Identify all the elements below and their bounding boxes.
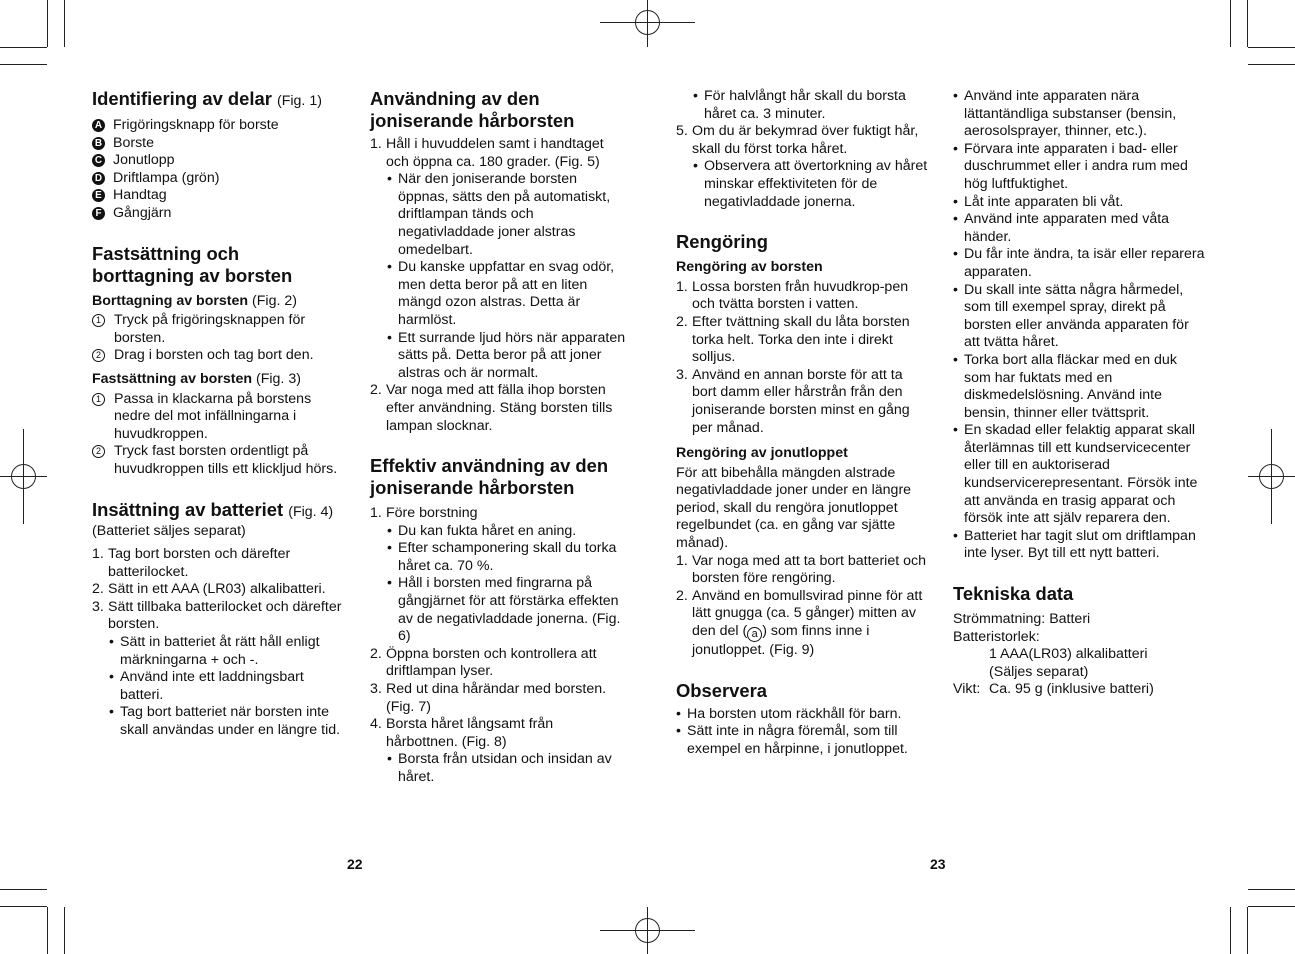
ident-heading: Identifiering av delar (Fig. 1) bbox=[92, 88, 322, 109]
use-heading: Användning av den joniserande hårborsten bbox=[370, 88, 575, 131]
remove-subheading: Borttagning av borsten (Fig. 2) bbox=[92, 292, 297, 309]
cleaning-heading: Rengöring bbox=[676, 231, 768, 253]
list-item: 2 Tryck fast borsten ordentligt på huvudkroppen tills ett klickljud hörs. bbox=[92, 443, 346, 478]
battery-heading: Insättning av batteriet (Fig. 4) bbox=[92, 498, 334, 520]
effective-heading: Effektiv användning av den joniserande hårborsten bbox=[370, 455, 609, 499]
list-item: 3. Sätt tillbaka batterilocket och därefter borsten. bbox=[92, 598, 342, 633]
parts-list bbox=[92, 117, 346, 223]
tech-heading: Tekniska data bbox=[953, 583, 1074, 605]
observe-heading: Observera bbox=[676, 679, 767, 701]
list-item: • Ett surrande ljud hörs när apparaten sätts på. Detta beror på att joner alstras och är normalt. bbox=[387, 329, 626, 381]
continued-steps bbox=[676, 88, 930, 211]
page-number-left: 22 bbox=[347, 856, 363, 872]
list-item: 2. Efter tvättning skall du låta borsten torka helt. Torka den inte i direkt solljus. bbox=[676, 313, 910, 366]
list-item: 1. Lossa borsten från huvudkrop-pen och tvätta borsten i vatten. bbox=[676, 278, 909, 313]
list-item: 5. Om du är bekymrad över fuktigt hår, skall du först torka håret. bbox=[676, 123, 919, 157]
part-item: D Driftlampa (grön) bbox=[92, 170, 346, 188]
list-item: 2. Sätt in ett AAA (LR03) alkalibatteri. bbox=[92, 581, 326, 598]
page-number-right: 23 bbox=[930, 856, 946, 872]
list-item: • Ha borsten utom räckhåll för barn. bbox=[676, 705, 902, 722]
clean-brush-subheading: Rengöring av borsten bbox=[676, 259, 823, 276]
list-item: • Borsta från utsidan och insidan av håret. bbox=[387, 751, 612, 785]
observe-list bbox=[676, 706, 930, 759]
column-3 bbox=[676, 88, 930, 758]
list-item: • Sätt inte in några föremål, som till exempel en hårpinne, i jonutloppet. bbox=[676, 723, 908, 757]
list-item: • Torka bort alla fläckar med en duk som har fuktats med en diskmedelslösning. Använd inte bensin, thinner eller tvättsprit. bbox=[953, 351, 1177, 421]
list-item: • Håll i borsten med fingrarna på gångjärnet för att förstärka effekten av de negativladdade jonerna. (Fig. 6) bbox=[387, 575, 621, 645]
list-item: 1. Håll i huvuddelen samt i handtaget och öppna ca. 180 grader. (Fig. 5) bbox=[370, 136, 604, 170]
battery-size-value: 1 AAA(LR03) alkalibatteri bbox=[989, 646, 1148, 663]
part-item: C Jonutlopp bbox=[92, 152, 346, 170]
list-item: • Du får inte ändra, ta isär eller reparera apparaten. bbox=[953, 246, 1205, 280]
battery-steps bbox=[92, 546, 346, 740]
clean-brush-steps bbox=[676, 279, 930, 437]
list-item: 1 Tryck på frigöringsknappen för borsten. bbox=[92, 312, 346, 347]
list-item: • Använd inte apparaten med våta händer. bbox=[953, 211, 1170, 245]
list-item: 4. Borsta håret långsamt från hårbottnen. (Fig. 8) bbox=[370, 716, 554, 750]
list-item: • Sätt in batteriet åt rätt håll enligt märkningarna + och -. bbox=[109, 634, 320, 668]
remove-steps bbox=[92, 312, 346, 365]
attach-steps bbox=[92, 391, 346, 479]
list-item: • Låt inte apparaten bli våt. bbox=[953, 193, 1124, 210]
list-item: 1 Passa in klackarna på borstens nedre del mot infällningarna i huvudkroppen. bbox=[92, 391, 346, 444]
list-item: • För halvlångt hår skall du borsta håret ca. 3 minuter. bbox=[693, 88, 906, 122]
clean-outlet-steps bbox=[676, 553, 930, 660]
clean-outlet-subheading: Rengöring av jonutloppet bbox=[676, 445, 848, 462]
part-item: E Handtag bbox=[92, 187, 346, 205]
part-item: B Borste bbox=[92, 135, 346, 153]
part-item: F Gångjärn bbox=[92, 205, 346, 223]
list-item: • Använd inte ett laddningsbart batteri. bbox=[109, 669, 304, 703]
list-item: • Du kan fukta håret en aning. bbox=[387, 522, 577, 539]
fast-heading: Fastsättning och borttagning av borsten bbox=[92, 242, 293, 286]
column-4 bbox=[953, 88, 1207, 699]
battery-note: (Batteriet säljes separat) bbox=[92, 522, 246, 539]
list-item: • Batteriet har tagit slut om driftlampan inte lyser. Byt till ett nytt batteri. bbox=[953, 527, 1196, 562]
list-item: • Du kanske uppfattar en svag odör, men detta beror på att en liten mängd ozon alstras. Detta är harmlöst. bbox=[387, 259, 615, 328]
attach-subheading: Fastsättning av borsten (Fig. 3) bbox=[92, 370, 301, 387]
battery-size-note: (Säljes separat) bbox=[989, 663, 1089, 680]
list-item: 2. Var noga med att fälla ihop borsten efter användning. Stäng borsten tills lampan slocknar. bbox=[370, 382, 613, 434]
list-item: • Tag bort batteriet när borsten inte skall användas under en längre tid. bbox=[109, 704, 341, 739]
power-spec: Strömmatning: Batteri bbox=[953, 611, 1091, 628]
weight-spec: Vikt: Ca. 95 g (inklusive batteri) bbox=[953, 681, 1154, 698]
list-item: • Förvara inte apparaten i bad- eller duschrummet eller i andra rum med hög luftfuktighet. bbox=[953, 140, 1188, 192]
column-1 bbox=[92, 88, 346, 740]
list-item: 1. Före borstning bbox=[370, 505, 478, 522]
list-item: 1. Var noga med att ta bort batteriet och borsten före rengöring. bbox=[676, 552, 926, 587]
observe-list-continued bbox=[953, 88, 1207, 563]
list-item: • Använd inte apparaten nära lättantändliga substanser (bensin, aerosolsprayer, thinner, etc.). bbox=[953, 88, 1177, 140]
column-2 bbox=[370, 88, 626, 787]
list-item: • Du skall inte sätta några hårmedel, som till exempel spray, direkt på borsten eller använda apparaten för att tvätta håret. bbox=[953, 281, 1189, 351]
effective-steps bbox=[370, 505, 626, 787]
part-item: A Frigöringsknapp för borste bbox=[92, 117, 346, 135]
list-item: 3. Red ut dina hårändar med borsten. (Fig. 7) bbox=[370, 681, 607, 715]
list-item: • När den joniserande borsten öppnas, sätts den på automatiskt, driftlampan tänds och negativladdade joner alstras omedelbart. bbox=[387, 171, 611, 258]
list-item: 2. Öppna borsten och kontrollera att driftlampan lyser. bbox=[370, 645, 597, 680]
list-item: • Efter schamponering skall du torka håret ca. 70 %. bbox=[387, 540, 617, 574]
list-item: 1. Tag bort borsten och därefter batterilocket. bbox=[92, 546, 291, 580]
part-a-marker: a bbox=[747, 627, 762, 642]
list-item: • Observera att övertorkning av håret minskar effektiviteten för de negativladdade jonerna. bbox=[693, 158, 928, 210]
battery-size-label: Batteristorlek: bbox=[953, 628, 1040, 645]
list-item: 2. Använd en bomullsvirad pinne för att lätt gnugga (ca. 5 gånger) mitten av den del ( a ) som finns inne i jonutloppet. (Fig. 9) bbox=[676, 587, 923, 659]
list-item: • En skadad eller felaktig apparat skall återlämnas till ett kundservicecenter eller till en auktoriserad kundservicerepresentant. Försök inte att använda en trasig apparat och försök inte att själv reparera den. bbox=[953, 422, 1198, 527]
clean-outlet-intro: För att bibehålla mängden alstrade negativladdade joner under en längre period, skall du rengöra jonutloppet regelbundet (ca. en gång var sjätte månad). bbox=[676, 464, 912, 552]
use-steps bbox=[370, 136, 626, 435]
list-item: 3. Använd en annan borste för att ta bort damm eller hårstrån från den joniserande borsten minst en gång per månad. bbox=[676, 366, 910, 436]
list-item: 2 Drag i borsten och tag bort den. bbox=[92, 347, 346, 365]
